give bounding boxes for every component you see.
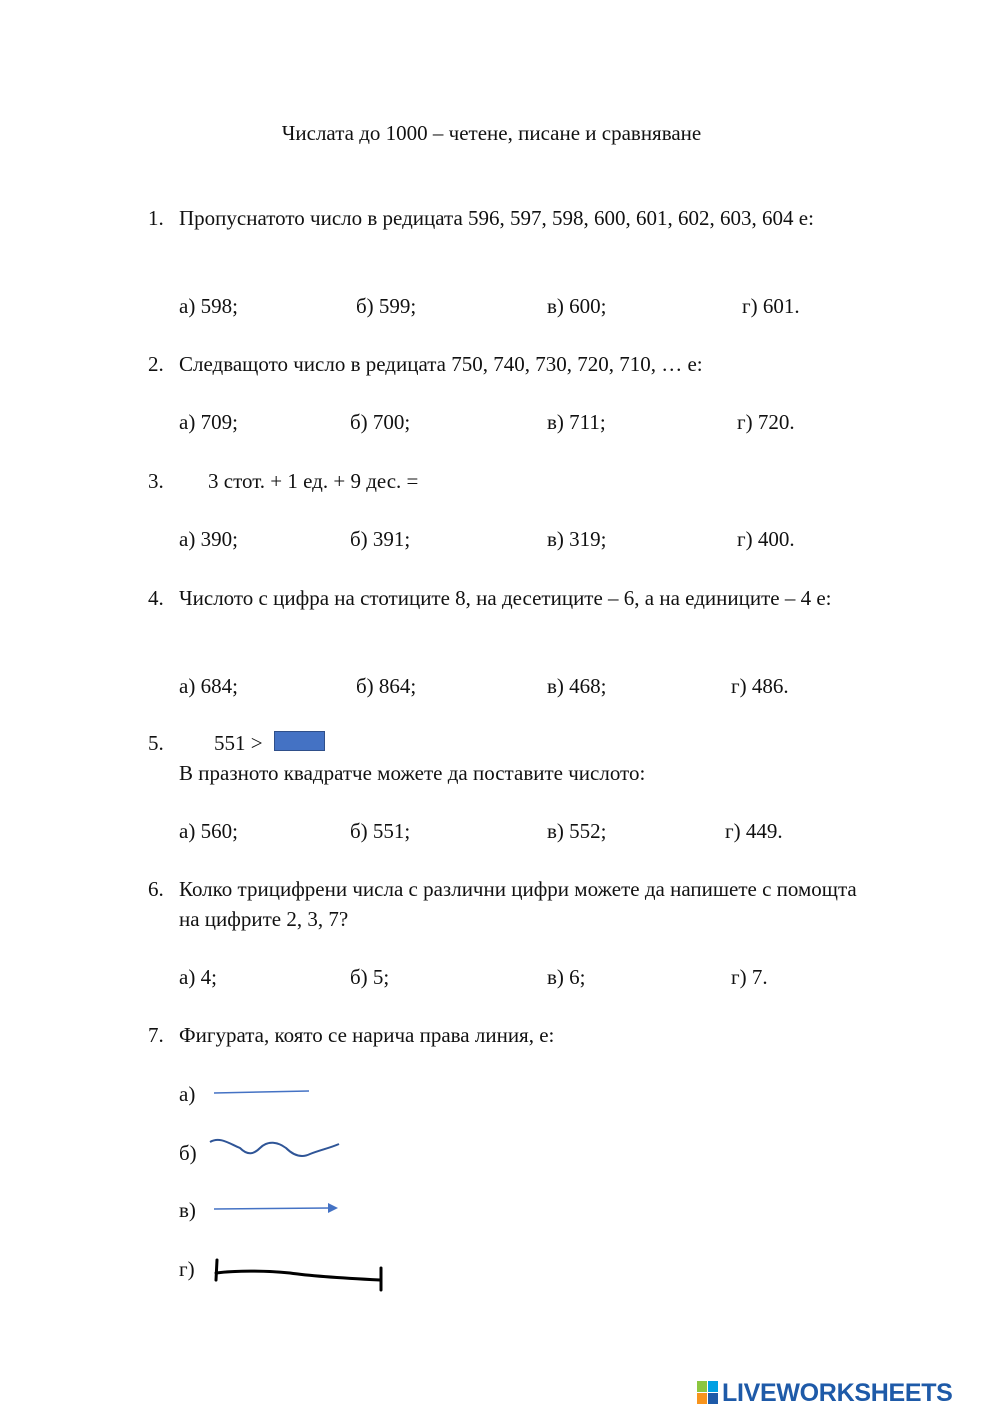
question-7-text: Фигурата, която се нарича права линия, е: — [179, 1023, 555, 1047]
question-4-option-a[interactable]: а) 684; — [179, 674, 238, 698]
line-segment-figure[interactable] — [210, 1254, 390, 1294]
question-2-option-a[interactable]: а) 709; — [179, 410, 238, 434]
question-1-number: 1. — [148, 206, 164, 230]
question-3-option-d[interactable]: г) 400. — [737, 527, 795, 551]
question-5-option-a[interactable]: а) 560; — [179, 819, 238, 843]
ray-arrow-figure[interactable] — [212, 1200, 342, 1216]
logo-text: LIVEWORKSHEETS — [722, 1378, 953, 1407]
question-4-option-c[interactable]: в) 468; — [547, 674, 607, 698]
question-3-option-a[interactable]: а) 390; — [179, 527, 238, 551]
worksheet-title: Числата до 1000 – четене, писане и сравняване — [281, 121, 702, 145]
question-7-option-a[interactable]: а) — [179, 1082, 196, 1106]
question-2-number: 2. — [148, 352, 164, 376]
question-5-subtext: В празното квадратче можете да поставите числото: — [179, 761, 646, 785]
question-4-text: Числото с цифра на стотиците 8, на десетиците – 6, а на единиците – 4 е: — [179, 586, 832, 610]
question-4-number: 4. — [148, 586, 164, 610]
question-5-option-d[interactable]: г) 449. — [725, 819, 783, 843]
question-6-option-c[interactable]: в) 6; — [547, 965, 586, 989]
question-2-option-b[interactable]: б) 700; — [350, 410, 411, 434]
question-2-option-c[interactable]: в) 711; — [547, 410, 606, 434]
question-3-option-b[interactable]: б) 391; — [350, 527, 411, 551]
question-4-option-b[interactable]: б) 864; — [356, 674, 417, 698]
question-1-option-c[interactable]: в) 600; — [547, 294, 607, 318]
question-7-option-b[interactable]: б) — [179, 1141, 197, 1165]
answer-box[interactable] — [274, 731, 325, 751]
question-1-text: Пропуснатото число в редицата 596, 597, 598, 600, 601, 602, 603, 604 е: — [179, 206, 814, 230]
question-6-text: Колко трицифрени числа с различни цифри можете да напишете с помощта на цифрите 2, 3, 7? — [179, 877, 857, 931]
question-5-text: 551 > — [214, 731, 263, 755]
question-5-option-c[interactable]: в) 552; — [547, 819, 607, 843]
question-1-option-d[interactable]: г) 601. — [742, 294, 800, 318]
question-6-option-d[interactable]: г) 7. — [731, 965, 768, 989]
straight-line-figure[interactable] — [212, 1085, 312, 1097]
question-3-number: 3. — [148, 469, 164, 493]
question-7-option-c[interactable]: в) — [179, 1198, 196, 1222]
question-3-text: 3 стот. + 1 ед. + 9 дес. = — [208, 469, 419, 493]
question-1-option-b[interactable]: б) 599; — [356, 294, 417, 318]
question-4-option-d[interactable]: г) 486. — [731, 674, 789, 698]
question-7-number: 7. — [148, 1023, 164, 1047]
question-2-text: Следващото число в редицата 750, 740, 730, 720, 710, … е: — [179, 352, 703, 376]
question-6-option-a[interactable]: а) 4; — [179, 965, 217, 989]
question-7-option-d[interactable]: г) — [179, 1257, 195, 1281]
question-1-option-a[interactable]: а) 598; — [179, 294, 238, 318]
question-2-option-d[interactable]: г) 720. — [737, 410, 795, 434]
question-3-option-c[interactable]: в) 319; — [547, 527, 607, 551]
question-5-option-b[interactable]: б) 551; — [350, 819, 411, 843]
question-6-option-b[interactable]: б) 5; — [350, 965, 390, 989]
wavy-line-figure[interactable] — [208, 1134, 343, 1164]
liveworksheets-logo — [697, 1380, 953, 1406]
question-5-number: 5. — [148, 731, 164, 755]
liveworksheets-logo-icon — [697, 1381, 719, 1405]
question-6-number: 6. — [148, 877, 164, 901]
